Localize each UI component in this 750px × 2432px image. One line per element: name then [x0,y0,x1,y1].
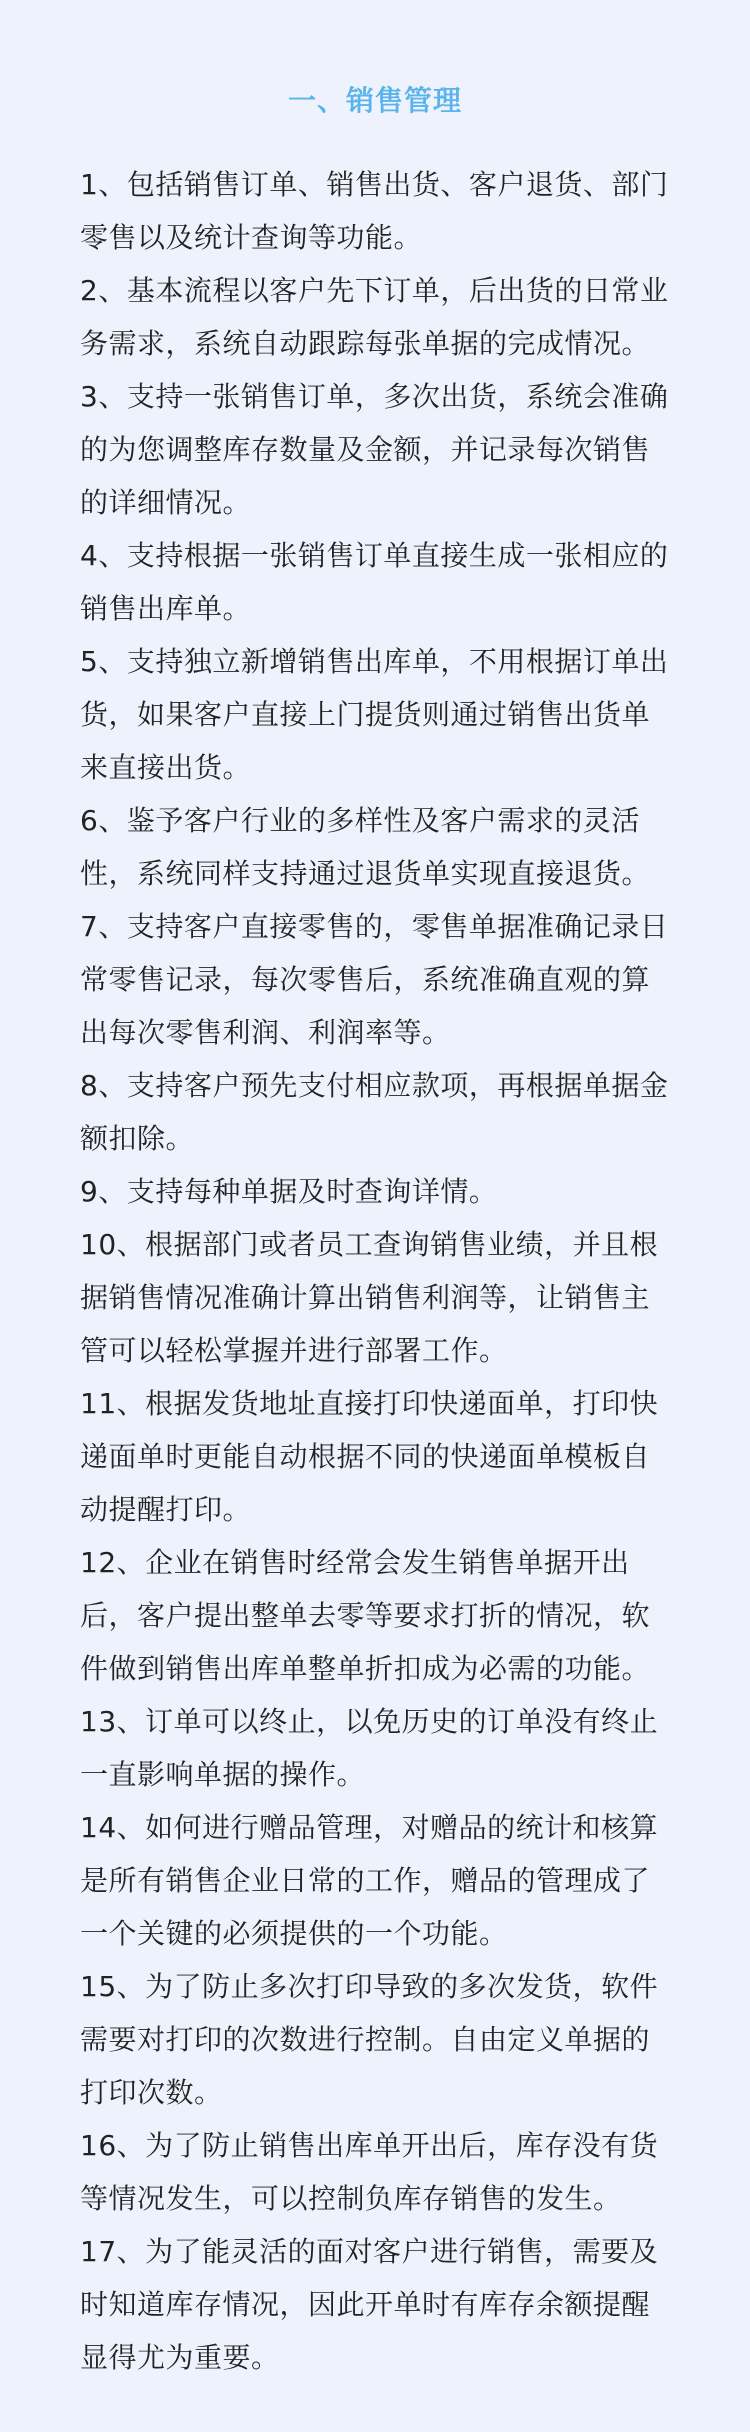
list-item: 15、为了防止多次打印导致的多次发货，软件需要对打印的次数进行控制。自由定义单据的打印次数。 [80,1970,659,2109]
list-item: 3、支持一张销售订单，多次出货，系统会准确的为您调整库存数量及金额，并记录每次销售的详细情况。 [80,380,669,519]
list-item: 1、包括销售订单、销售出货、客户退货、部门零售以及统计查询等功能。 [80,168,669,254]
list-item: 2、基本流程以客户先下订单，后出货的日常业务需求，系统自动跟踪每张单据的完成情况。 [80,274,669,360]
list-item: 10、根据部门或者员工查询销售业绩，并且根据销售情况准确计算出销售利润等，让销售主管可以轻松掌握并进行部署工作。 [80,1228,659,1367]
list-item: 11、根据发货地址直接打印快递面单，打印快递面单时更能自动根据不同的快递面单模板自动提醒打印。 [80,1387,659,1526]
list-item: 16、为了防止销售出库单开出后，库存没有货等情况发生，可以控制负库存销售的发生。 [80,2129,659,2215]
list-item: 14、如何进行赠品管理，对赠品的统计和核算是所有销售企业日常的工作，赠品的管理成了一个关键的必须提供的一个功能。 [80,1811,659,1950]
list-item: 13、订单可以终止，以免历史的订单没有终止一直影响单据的操作。 [80,1705,659,1791]
list-item: 8、支持客户预先支付相应款项，再根据单据金额扣除。 [80,1069,669,1155]
list-item: 12、企业在销售时经常会发生销售单据开出后，客户提出整单去零等要求打折的情况，软件做到销售出库单整单折扣成为必需的功能。 [80,1546,651,1685]
list-item: 6、鉴予客户行业的多样性及客户需求的灵活性，系统同样支持通过退货单实现直接退货。 [80,804,651,890]
list-item: 7、支持客户直接零售的，零售单据准确记录日常零售记录，每次零售后，系统准确直观的算出每次零售利润、利润率等。 [80,910,669,1049]
list-item: 5、支持独立新增销售出库单，不用根据订单出货，如果客户直接上门提货则通过销售出货单来直接出货。 [80,645,669,784]
feature-list [80,158,670,2384]
list-item: 4、支持根据一张销售订单直接生成一张相应的销售出库单。 [80,539,669,625]
list-item: 9、支持每种单据及时查询详情。 [80,1175,498,1208]
list-item: 17、为了能灵活的面对客户进行销售，需要及时知道库存情况，因此开单时有库存余额提醒显得尤为重要。 [80,2235,659,2374]
section-title: 一、销售管理 [287,84,462,117]
